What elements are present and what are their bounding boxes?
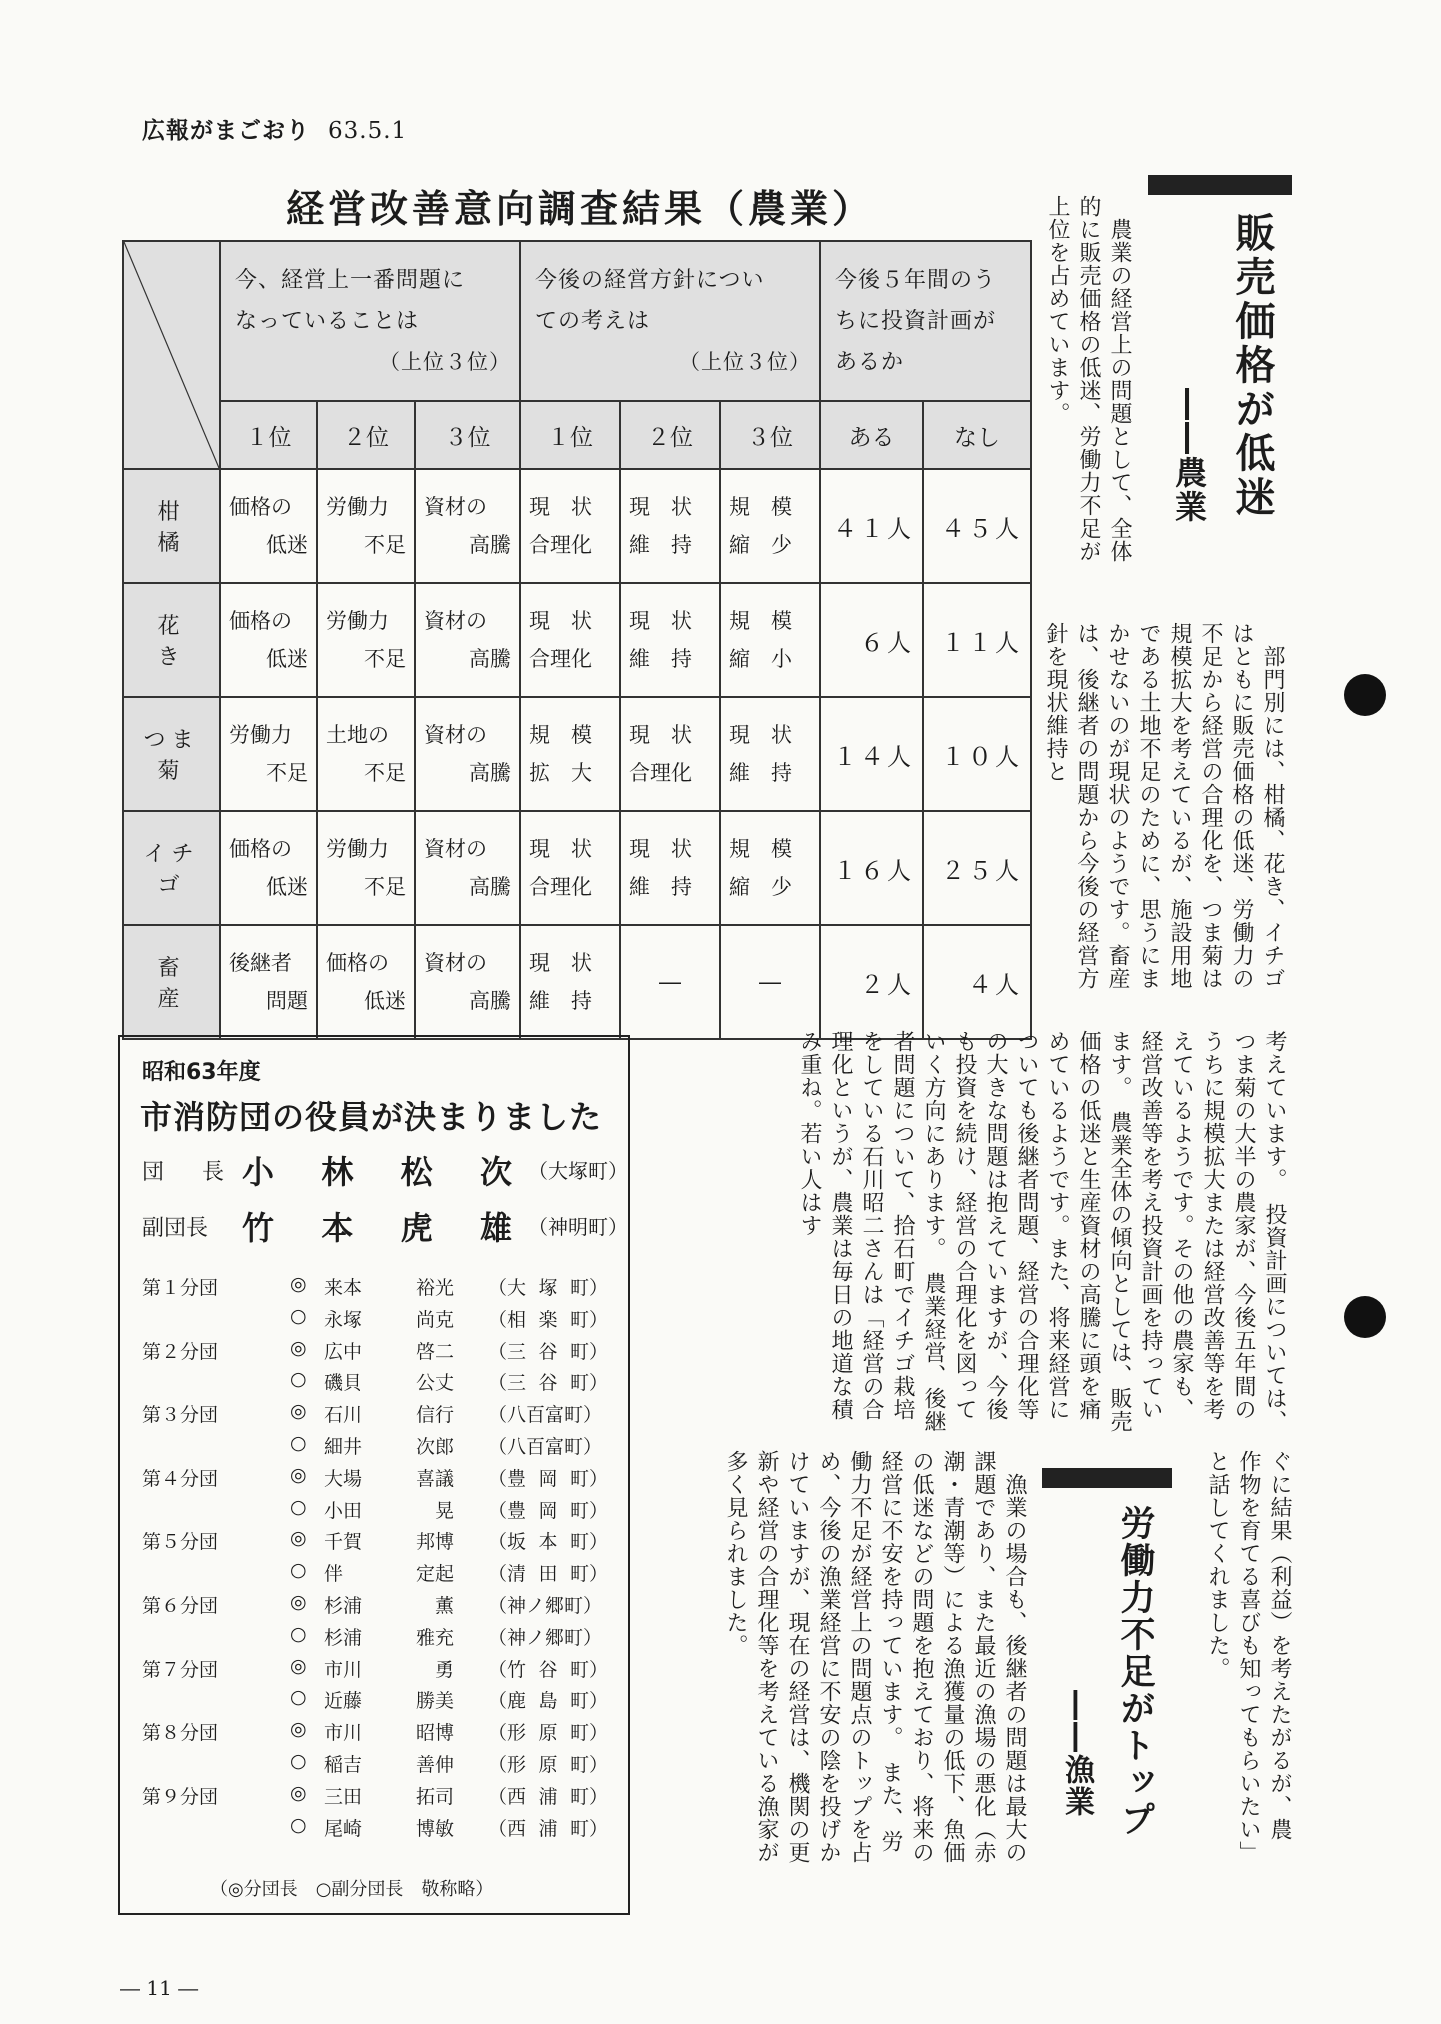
header-problems-sub: （上位３位） [379,349,511,374]
member-town: （形 原 町） [488,1722,608,1745]
page-header [142,112,407,145]
cell-line2: 高騰 [469,647,511,671]
cell-line1: 現 状 [629,495,692,519]
header-investment-line3: あるか [835,349,905,375]
cell-line2: 縮 小 [729,647,792,671]
binder-hole-dot [1344,674,1386,716]
invest-no-count: ２５人 [923,811,1031,925]
rank-mark: ○ [290,1304,307,1327]
row-label: つま菊 [123,697,220,811]
member-town: （大 塚 町） [488,1277,608,1299]
cell-line1: 資材の [424,495,487,519]
policy-cell [620,469,720,583]
policy-cell [720,469,820,583]
problem-cell [220,925,317,1039]
cell-line1: 価格の [229,837,292,861]
cell-line2: 不足 [266,761,308,785]
member-name: 市川 勇 [324,1658,454,1681]
member-name: 磯貝 公丈 [324,1372,454,1395]
header-investment-line2: ちに投資計画が [835,308,997,334]
table-row [123,697,1031,811]
article1-body: 部門別には、柑橘、花き、イチゴはともに販売価格の低迷、労働力の不足から経営の合理化を、つま菊は規模拡大を考えているが、施設用地である土地不足のために、思うにまかせないのが現状のようです。畜産は、後継者の問題から今後の経営方針を現状維持と [1043,622,1285,990]
member-town: （鹿 島 町） [488,1690,608,1713]
problem-cell [415,925,520,1039]
rank-header: ２位 [317,401,415,469]
cell-line1: 規 模 [729,609,792,633]
row-label: イチゴ [123,811,220,925]
rank-mark: ◎ [290,1781,307,1804]
problem-cell [317,583,415,697]
article1-intro: 農業の経営上の問題として、全体的に販売価格の低迷、労働力不足が上位を占めています。 [1045,195,1132,563]
member-name: 稲吉 善伸 [324,1754,454,1776]
cell-line2: 高騰 [469,761,511,785]
cell-line2: 問題 [266,989,308,1013]
problem-cell [220,583,317,697]
header-problems-line2: なっていることは [235,308,420,334]
member-town: （竹 谷 町） [488,1658,608,1681]
cell-line2: 縮 少 [729,533,792,557]
member-town: （形 原 町） [488,1754,608,1776]
rank-mark: ◎ [290,1527,307,1550]
rank-mark: ◎ [290,1336,307,1359]
corner-diagonal [124,242,219,468]
rank-mark: ○ [290,1495,307,1518]
unit-label: 第４分団 [142,1467,219,1490]
invest-yes-count: ６人 [820,583,923,697]
header-problems [220,241,520,401]
table-row [123,583,1031,697]
chief-name: 小 林 松 次 [242,1153,512,1191]
member-name: 市川 昭博 [324,1722,454,1745]
row-label: 畜 産 [123,925,220,1039]
member-row [142,1814,612,1844]
member-town: （三 谷 町） [488,1372,608,1395]
cell-line2: 維 持 [729,761,792,785]
policy-cell-empty: ― [720,925,820,1039]
cell-line2: 合理化 [629,761,692,785]
cell-line1: 規 模 [729,837,792,861]
member-town: （神ノ郷町） [488,1595,603,1617]
problem-cell [317,925,415,1039]
cell-line1: 労働力 [326,609,389,633]
policy-cell [720,811,820,925]
cell-line1: 規 模 [729,495,792,519]
member-town: （坂 本 町） [488,1531,608,1554]
article1-quote: ぐに結果（利益）を考えたがるが、農作物を育てる喜びも知ってもらいたい」と話してくれました。 [1205,1450,1292,1853]
member-name: 尾崎 博敏 [324,1817,454,1840]
survey-table [122,240,1032,1040]
cell-line2: 高騰 [469,533,511,557]
row-label: 柑 橘 [123,469,220,583]
member-row [142,1527,612,1557]
cell-line1: 現 状 [529,951,592,975]
problem-cell [415,697,520,811]
invest-yes-count: １６人 [820,811,923,925]
cell-line2: 維 持 [629,647,692,671]
header-policy-line2: ての考えは [535,308,651,334]
problem-cell [317,811,415,925]
table-corner [123,241,220,469]
cell-line1: 労働力 [229,723,292,747]
header-investment [820,241,1031,401]
policy-cell [520,811,620,925]
header-policy [520,241,820,401]
binder-hole-dot [1344,1296,1386,1338]
policy-cell [620,697,720,811]
member-row [142,1686,612,1716]
member-name: 杉浦 雅充 [324,1626,454,1649]
article2-body: 漁業の場合も、後継者の問題は最大の課題であり、また最近の漁場の悪化（赤潮・青潮等）による漁獲量の低下、魚価の低迷などの問題を抱えており、将来の経営に不安を持っています。 また、労働力不足が経営上の問題点のトップを占め、今後の漁業経営に不安の陰を投げかけていますが、現在の経営は、機関の更新や経営の合理化等を考えている漁家が多く見られました。 [723,1450,1027,1864]
cell-line1: 資材の [424,837,487,861]
member-row [142,1496,612,1526]
member-row [142,1718,612,1748]
invest-yes-count: ４１人 [820,469,923,583]
unit-label: 第７分団 [142,1658,219,1681]
member-town: （神ノ郷町） [488,1626,603,1649]
member-row [142,1400,612,1430]
cell-line1: 価格の [229,609,292,633]
cell-line2: 維 持 [529,989,592,1013]
cell-line1: 現 状 [629,837,692,861]
cell-line1: 現 状 [529,609,592,633]
member-town: （清 田 町） [488,1563,608,1586]
member-name: 石川 信行 [324,1404,454,1427]
rank-header: ３位 [415,401,520,469]
invest-yes-count: １４人 [820,697,923,811]
cell-line2: 縮 少 [729,875,792,899]
cell-line2: 低迷 [266,647,308,671]
member-name: 大場 喜議 [324,1467,454,1490]
member-name: 杉浦 薫 [324,1595,454,1617]
rank-header: ２位 [620,401,720,469]
member-row [142,1368,612,1398]
cell-line2: 不足 [364,533,406,557]
problem-cell [415,811,520,925]
member-name: 広中 啓二 [324,1340,454,1363]
problem-cell [220,811,317,925]
publication-name: 広報がまごおり [142,118,310,144]
cell-line1: 現 状 [629,723,692,747]
member-row [142,1782,612,1812]
header-policy-sub: （上位３位） [679,349,812,374]
cell-line1: 価格の [326,951,389,975]
cell-line2: 拡 大 [529,761,592,785]
cell-line1: 価格の [229,495,292,519]
cell-line1: 後継者 [229,951,292,975]
member-row [142,1559,612,1589]
rank-mark: ○ [290,1686,307,1709]
cell-line2: 不足 [364,761,406,785]
article1-body-cont: 考えています。 投資計画については、つま菊の大半の農家が、今後五年間のうちに規模拡大または経営改善等を考えているようです。その他の農家も、経営改善等を考え投資計画を持っています。 農業全体の傾向としては、販売価格の低迷と生産資材の高騰に頭を痛めているようです。また、将来経営についても後継者問題、経営の合理化等の大きな問題は抱えていますが、今後も投資を続け、経営の合理化を図っていく方向にあります。 農業経営、後継者問題について、拾石町でイチゴ栽培をしている石川昭二さんは「経営の合理化というが、農業は毎日の地道な積み重ね。若い人はす [797,1030,1287,1433]
chief-town: （大塚町） [528,1159,628,1183]
invest-no-count: １１人 [923,583,1031,697]
vice-town: （神明町） [528,1215,628,1239]
member-town: （三 谷 町） [488,1340,608,1363]
table-row [123,811,1031,925]
unit-label: 第６分団 [142,1595,219,1617]
policy-cell [720,697,820,811]
table-row [123,925,1031,1039]
member-name: 近藤 勝美 [324,1690,454,1713]
rank-mark: ◎ [290,1718,307,1741]
rank-header: なし [923,401,1031,469]
cell-line1: 規 模 [529,723,592,747]
member-row [142,1432,612,1462]
member-row [142,1591,612,1621]
vice-name: 竹 本 虎 雄 [242,1209,512,1247]
cell-line2: 低迷 [266,875,308,899]
rank-mark: ○ [290,1368,307,1391]
cell-line1: 労働力 [326,495,389,519]
problem-cell [415,469,520,583]
cell-line2: 合理化 [529,533,592,557]
rank-header: ３位 [720,401,820,469]
member-name: 細井 次郎 [324,1436,454,1458]
chief-role: 団 長 [142,1160,233,1185]
member-row [142,1623,612,1653]
title-bar [1148,175,1292,195]
unit-label: 第３分団 [142,1404,219,1427]
fire-brigade-box [118,1035,630,1915]
title-bar [1042,1468,1172,1488]
vice-chief-row [142,1209,628,1247]
member-town: （西 浦 町） [488,1817,608,1840]
cell-line2: 合理化 [529,647,592,671]
member-town: （豊 岡 町） [488,1467,608,1490]
policy-cell [520,697,620,811]
rank-mark: ◎ [290,1654,307,1677]
cell-line2: 高騰 [469,875,511,899]
header-problems-line1: 今、経営上一番問題に [235,267,466,293]
rank-mark: ○ [290,1432,307,1454]
header-policy-line1: 今後の経営方針につい [535,267,765,293]
member-name: 千賀 邦博 [324,1531,454,1554]
rank-header: １位 [520,401,620,469]
member-row [142,1337,612,1367]
cell-line2: 維 持 [629,533,692,557]
fire-era: 昭和63年度 [142,1060,261,1085]
policy-cell-empty: ― [620,925,720,1039]
cell-line2: 低迷 [266,533,308,557]
member-name: 三田 拓司 [324,1785,454,1808]
fire-title: 市消防団の役員が決まりました [140,1098,603,1136]
policy-cell [620,583,720,697]
vice-role: 副団長 [142,1216,209,1241]
chief-row [142,1153,628,1191]
cell-line2: 不足 [364,875,406,899]
cell-line2: 維 持 [629,875,692,899]
member-row [142,1655,612,1685]
member-town: （八百富町） [488,1404,603,1427]
rank-header: １位 [220,401,317,469]
member-town: （豊 岡 町） [488,1499,608,1522]
cell-line1: 現 状 [629,609,692,633]
rank-mark: ○ [290,1559,307,1582]
cell-line1: 現 状 [729,723,792,747]
invest-no-count: ４人 [923,925,1031,1039]
cell-line2: 高騰 [469,989,511,1013]
issue-date: 63.5.1 [328,118,408,144]
article2-title: 労働力不足がトップ [1115,1505,1155,1838]
rank-mark: ◎ [290,1400,307,1423]
rank-mark: ○ [290,1813,307,1836]
unit-label: 第５分団 [142,1531,219,1554]
cell-line1: 現 状 [529,495,592,519]
member-name: 伴 定起 [324,1563,454,1586]
table-row [123,469,1031,583]
cell-line2: 低迷 [364,989,406,1013]
policy-cell [720,583,820,697]
invest-no-count: １０人 [923,697,1031,811]
member-name: 来本 裕光 [324,1277,454,1299]
header-investment-line1: 今後５年間のう [835,267,997,293]
row-label: 花 き [123,583,220,697]
cell-line2: 合理化 [529,875,592,899]
unit-label: 第２分団 [142,1340,219,1363]
policy-cell [520,925,620,1039]
rank-mark: ◎ [290,1273,307,1295]
problem-cell [415,583,520,697]
article1-subtitle: ――農業 [1170,388,1208,524]
invest-no-count: ４５人 [923,469,1031,583]
rank-mark: ◎ [290,1591,307,1613]
cell-line1: 資材の [424,723,487,747]
unit-label: 第９分団 [142,1785,219,1808]
rank-header: ある [820,401,923,469]
page-number: ― 11 ― [120,1976,199,2000]
table-title: 経営改善意向調査結果（農業） [285,187,874,231]
policy-cell [620,811,720,925]
member-town: （西 浦 町） [488,1785,608,1808]
member-name: 小田 晃 [324,1499,454,1522]
unit-label: 第１分団 [142,1277,219,1299]
problem-cell [220,469,317,583]
unit-label: 第８分団 [142,1722,219,1745]
rank-mark: ○ [290,1622,307,1645]
rank-mark: ○ [290,1750,307,1772]
problem-cell [220,697,317,811]
cell-line1: 資材の [424,951,487,975]
member-name: 永塚 尚克 [324,1308,454,1331]
member-town: （八百富町） [488,1436,603,1458]
problem-cell [317,469,415,583]
problem-cell [317,697,415,811]
cell-line2: 不足 [364,647,406,671]
member-row [142,1273,612,1303]
member-row [142,1305,612,1335]
cell-line1: 現 状 [529,837,592,861]
member-row [142,1464,612,1494]
cell-line1: 土地の [326,723,389,747]
policy-cell [520,583,620,697]
article2-subtitle: ――漁業 [1059,1690,1094,1818]
invest-yes-count: ２人 [820,925,923,1039]
cell-line1: 資材の [424,609,487,633]
policy-cell [520,469,620,583]
article1-title: 販売価格が低迷 [1229,212,1275,520]
cell-line1: 労働力 [326,837,389,861]
fire-legend: （◎分団長 ○副分団長 敬称略） [210,1879,494,1900]
rank-mark: ◎ [290,1463,307,1486]
member-town: （相 楽 町） [488,1308,608,1331]
table-body [123,469,1031,1039]
member-row [142,1750,612,1780]
